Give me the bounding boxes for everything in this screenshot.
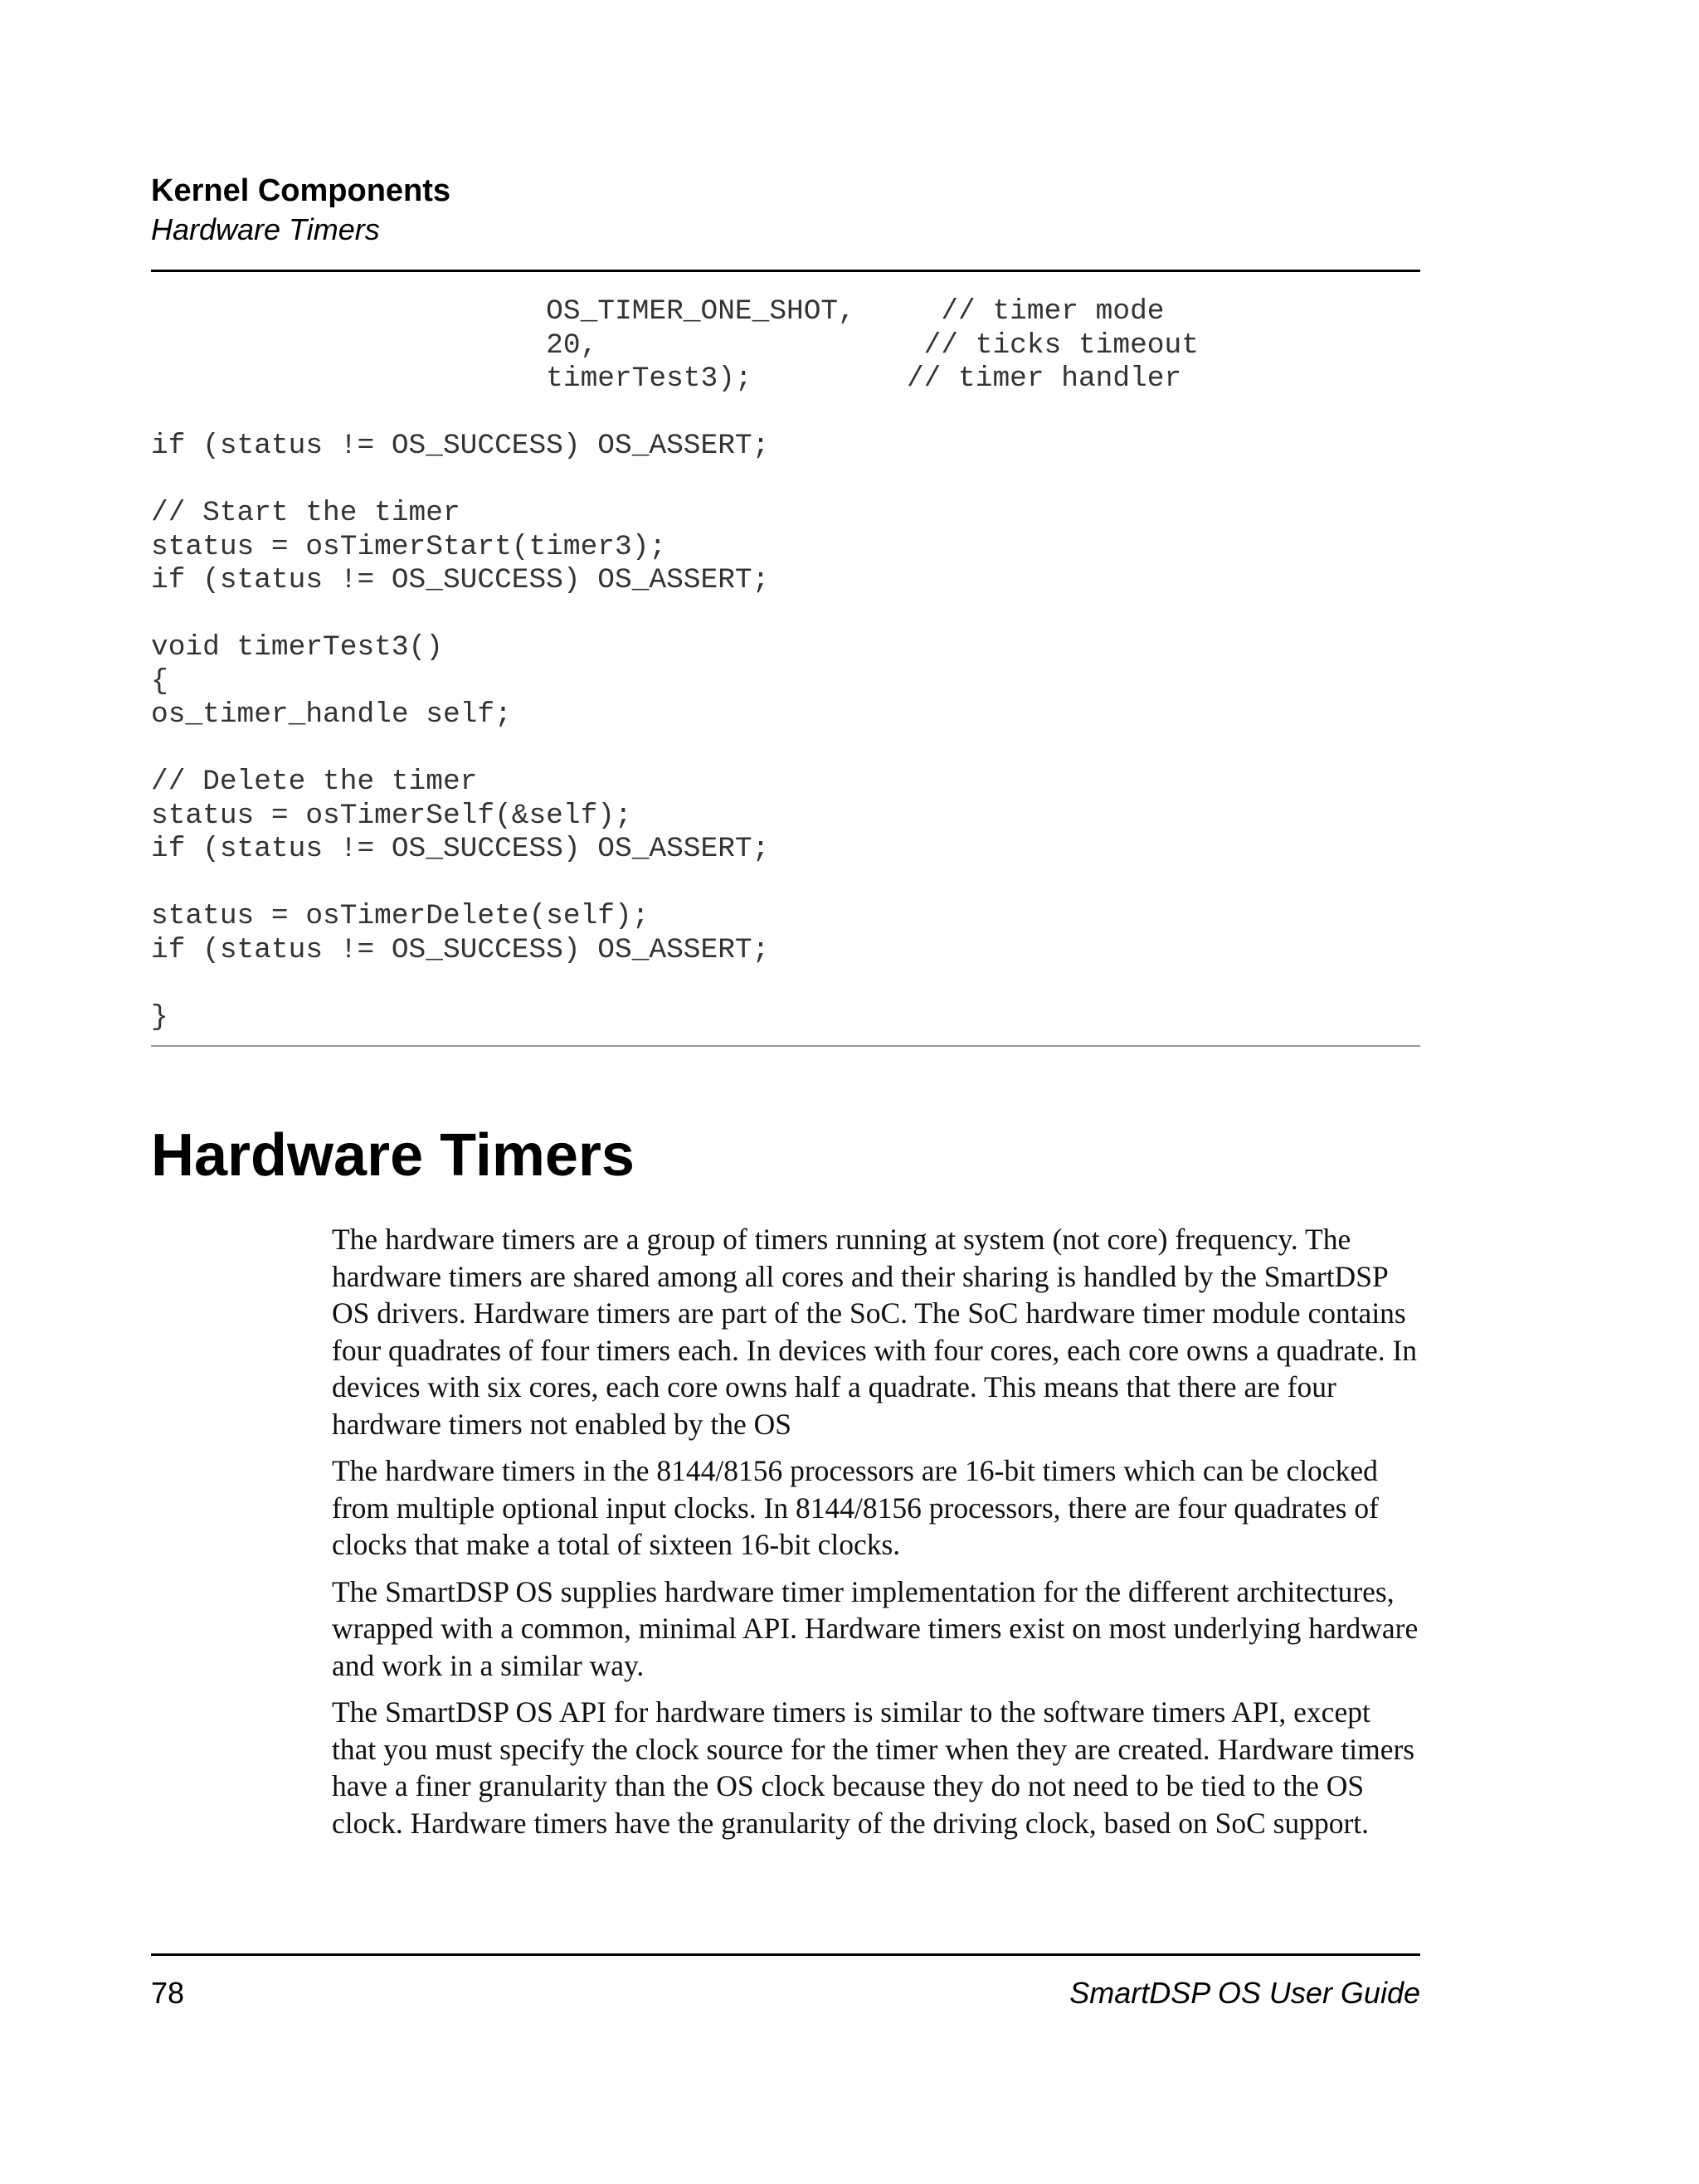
code-line — [151, 732, 1420, 766]
code-line: status = osTimerStart(timer3); — [151, 530, 667, 563]
code-line: if (status != OS_SUCCESS) OS_ASSERT; — [151, 430, 770, 462]
running-header — [151, 171, 1420, 249]
code-line — [151, 464, 1420, 498]
code-end-rule — [151, 1045, 1420, 1047]
body-paragraph: The hardware timers in the 8144/8156 processors are 16-bit timers which can be clocked from multiple optional input clocks. In 8144/8156 processors, there are four quadrates of clocks that make a total of sixteen 16-bit clocks. — [332, 1454, 1379, 1561]
code-line: timerTest3); // timer handler — [151, 362, 1182, 395]
code-line: if (status != OS_SUCCESS) OS_ASSERT; — [151, 564, 770, 596]
code-line: // Delete the timer — [151, 766, 478, 798]
code-line: if (status != OS_SUCCESS) OS_ASSERT; — [151, 833, 770, 865]
code-line: os_timer_handle self; — [151, 698, 512, 731]
section-body — [332, 1221, 1420, 1851]
code-line: // Start the timer — [151, 497, 460, 529]
code-line: if (status != OS_SUCCESS) OS_ASSERT; — [151, 933, 770, 966]
code-line: OS_TIMER_ONE_SHOT, // timer mode — [151, 295, 1165, 328]
code-line: } — [151, 1000, 168, 1034]
code-line: status = osTimerSelf(&self); — [151, 799, 632, 832]
code-line: { — [151, 664, 168, 698]
page-number: 78 — [151, 1976, 185, 2010]
header-chapter-title: Kernel Components — [151, 173, 451, 208]
code-line: 20, // ticks timeout — [151, 328, 1199, 362]
code-line — [151, 967, 1420, 1001]
header-rule — [151, 270, 1420, 272]
code-line — [151, 867, 1420, 901]
code-line: status = osTimerDelete(self); — [151, 900, 650, 932]
code-line — [151, 396, 1420, 430]
body-paragraph: The SmartDSP OS supplies hardware timer implementation for the different architectures, wrapped with a common, minimal API. Hardware timers exist on most underlying hardware and work in a similar way. — [332, 1574, 1419, 1682]
page-footer — [151, 1976, 1420, 2017]
header-section-title: Hardware Timers — [151, 212, 380, 246]
body-paragraph: The hardware timers are a group of timers running at system (not core) frequency. The hardware timers are shared among all cores and their sharing is handled by the SmartDSP OS drivers. Hardware timers are part of the SoC. The SoC hardware timer module contains four quadrates of four timers each. In devices with four cores, each core owns a quadrate. In devices with six cores, each core owns half a quadrate. This means that there are four hardware timers not enabled by the OS — [332, 1223, 1418, 1441]
code-listing — [151, 295, 1420, 1034]
code-line: void timerTest3() — [151, 631, 443, 664]
section-heading: Hardware Timers — [151, 1122, 635, 1189]
document-title: SmartDSP OS User Guide — [1069, 1976, 1420, 2010]
footer-rule — [151, 1953, 1420, 1956]
body-paragraph: The SmartDSP OS API for hardware timers is similar to the software timers API, except that you must specify the clock source for the timer when they are created. Hardware timers have a finer granularity than the OS clock because they do not need to be tied to the OS clock. Hardware timers have the granularity of the driving clock, based on SoC support. — [332, 1695, 1415, 1840]
code-line — [151, 598, 1420, 632]
